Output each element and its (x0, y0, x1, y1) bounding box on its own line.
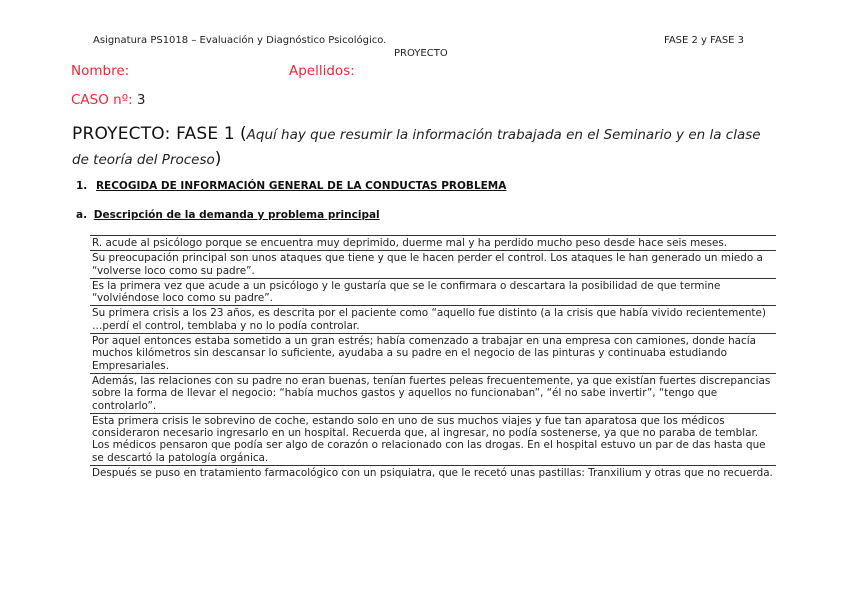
nombre-label: Nombre: (71, 63, 130, 79)
caso-number: 3 (136, 92, 146, 108)
section-number: 1. (76, 180, 88, 192)
section-heading (76, 180, 506, 192)
section-title: RECOGIDA DE INFORMACIÓN GENERAL DE LA CONDUCTAS PROBLEMA (95, 180, 507, 192)
title-main: PROYECTO: FASE 1 (72, 124, 235, 144)
title-close-paren: ) (214, 149, 222, 169)
table-row: Por aquel entonces estaba sometido a un gran estrés; había comenzado a trabajar en una empresa con camiones, donde hacía muchos kilómetros sin descansar lo suficiente, ayudaba a su padre en el negocio de las pinturas y continuaba estudiando Empresariales. (90, 333, 776, 373)
title-note: Aquí hay que resumir la información trabajada en el Seminario y en la clase de teoría del Proceso (72, 127, 761, 168)
table-row: Su preocupación principal son unos ataques que tiene y que le hacen perder el control. Los ataques le han generado un miedo a “volverse loco como su padre”. (90, 250, 776, 278)
table-row: R. acude al psicólogo porque se encuentra muy deprimido, duerme mal y ha perdido mucho peso desde hace seis meses. (90, 235, 776, 250)
table-row: Después se puso en tratamiento farmacológico con un psiquiatra, que le recetó unas pastillas: Tranxilium y otras que no recuerda. (90, 465, 776, 480)
apellidos-label: Apellidos: (289, 63, 355, 79)
course-header: Asignatura PS1018 – Evaluación y Diagnóstico Psicológico. (93, 35, 387, 46)
subsection-heading (76, 209, 380, 221)
table-row: Su primera crisis a los 23 años, es descrita por el paciente como “aquello fue distinto (a la crisis que había vivido recientemente) …perdí el control, temblaba y no lo podía controlar. (90, 305, 776, 333)
subsection-title: Descripción de la demanda y problema principal (93, 209, 380, 221)
caso-line (71, 92, 146, 108)
title-open-paren: ( (240, 124, 247, 144)
project-header: PROYECTO (394, 48, 448, 59)
page-title (72, 122, 772, 172)
table-row: Es la primera vez que acude a un psicólogo y le gustaría que se le confirmara o descartara la posibilidad de que termine “volviéndose loco como su padre”. (90, 278, 776, 306)
phase-header: FASE 2 y FASE 3 (664, 35, 745, 46)
caso-label: CASO nº: (71, 92, 133, 108)
table-row: Esta primera crisis le sobrevino de coche, estando solo en uno de sus muchos viajes y fue tan aparatosa que los médicos consideraron necesario ingresarlo en un hospital. Recuerda que, al ingresar, no podía sostenerse, ya que no paraba de temblar. Los médicos pensaron que podía ser algo de corazón o relacionado con las drogas. En el hospital estuvo un par de das hasta que se descartó la patología orgánica. (90, 413, 776, 465)
table-row: Además, las relaciones con su padre no eran buenas, tenían fuertes peleas frecuentemente, ya que existían fuertes discrepancias sobre la forma de llevar el negocio: “había muchos gastos y aquellos no funcionaban”, “él no sabe invertir”, “tengo que controlarlo”. (90, 373, 776, 413)
demand-table (90, 235, 776, 480)
subsection-letter: a. (76, 209, 88, 221)
